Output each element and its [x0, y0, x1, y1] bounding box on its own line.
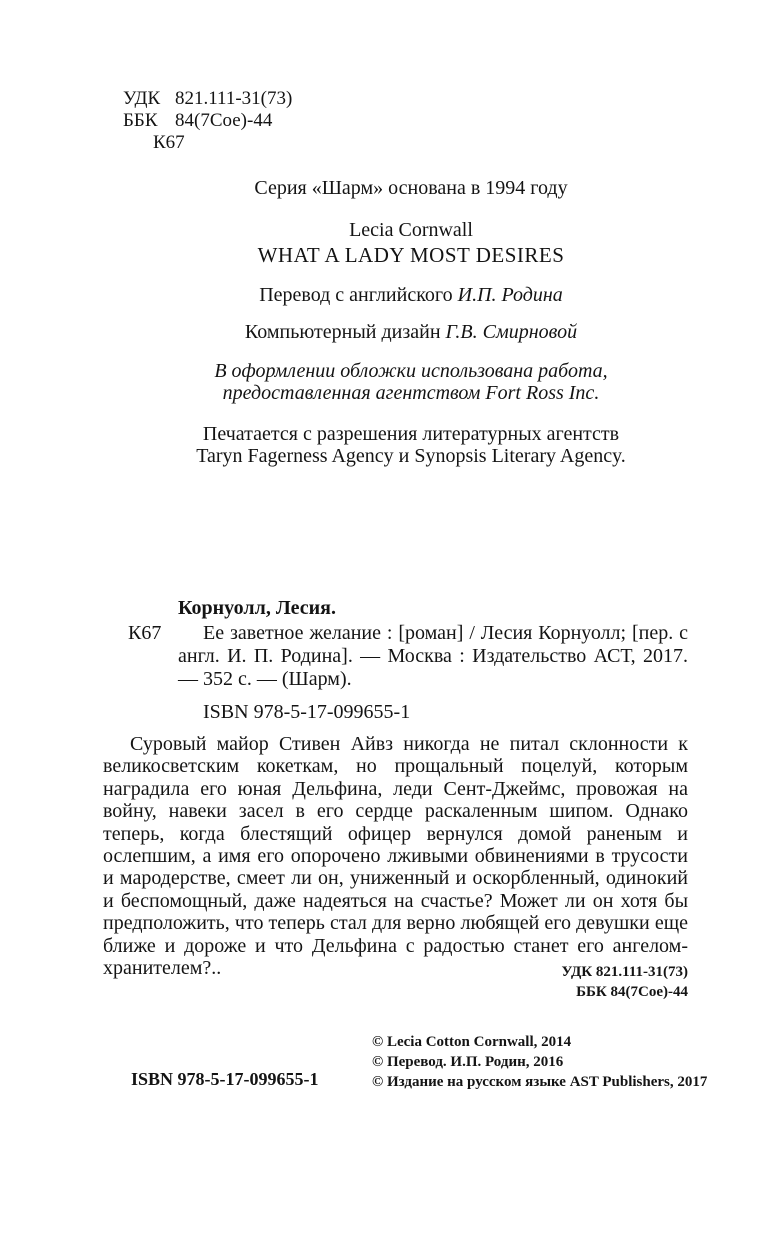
- design-credit: [103, 320, 719, 344]
- designer-name: Г.В. Смирновой: [445, 321, 578, 343]
- translation-credit: [103, 283, 719, 307]
- copyright-list: [372, 1032, 707, 1092]
- bbk-value: 84(7Сое)-44: [175, 110, 273, 131]
- bbk-bottom: ББК 84(7Сое)-44: [576, 984, 688, 1000]
- annotation-paragraph: Суровый майор Стивен Айвз никогда не питал склонности к великосветским кокеткам, но прощальный поцелуй, которым наградила его юная Дельфина, леди Сент-Джеймс, провожая на войну, навеки засел в его сердце раскаленным шипом. Однако теперь, когда блестящий офицер вернулся домой раненым и ослепшим, а имя его опорочено лживыми обвинениями в трусости и мародерстве, смеет ли он, униженный и оскорбленный, одинокий и беспомощный, даже надеяться на счастье? Может ли он хотя бы предположить, что теперь стал для верно любящей его девушки еще ближе и дороже и что Дельфина с радостью станет его ангелом-хранителем?..: [103, 733, 688, 980]
- catalog-codes-top: [123, 88, 292, 154]
- cover-credit-line1: В оформлении обложки использована работа,: [214, 360, 608, 382]
- copyright-line: © Lecia Cotton Cornwall, 2014: [372, 1034, 572, 1050]
- copyright-line: © Перевод. И.П. Родин, 2016: [372, 1054, 564, 1070]
- bbk-label: ББК: [123, 110, 158, 131]
- udk-label: УДК: [123, 88, 161, 109]
- author-code: К67: [153, 132, 185, 153]
- udk-value: 821.111-31(73): [175, 88, 293, 109]
- catalog-codes-bottom: [561, 962, 688, 1002]
- original-author: Lecia Cornwall: [349, 219, 473, 241]
- bbk-row: [123, 110, 292, 132]
- biblio-description-row: [103, 622, 688, 691]
- footer-isbn: ISBN 978-5-17-099655-1: [131, 1069, 319, 1089]
- rights-note-line1: Печатается с разрешения литературных агентств: [202, 423, 620, 445]
- front-matter: [103, 176, 719, 467]
- translation-prefix: Перевод с английского: [259, 284, 453, 306]
- author-code-row: [153, 132, 292, 154]
- udk-bottom: УДК 821.111-31(73): [561, 964, 688, 980]
- translator-name: И.П. Родина: [457, 284, 563, 306]
- rights-note-line2: Taryn Fagerness Agency и Synopsis Literary Agency.: [196, 445, 626, 467]
- biblio-description: Ее заветное желание : [роман] / Лесия Корнуолл; [пер. с англ. И. П. Родина]. — Москва : Издательство АСТ, 2017. — 352 с. — (Шарм).: [178, 622, 688, 690]
- copyright-line: © Издание на русском языке AST Publishers, 2017: [372, 1074, 708, 1090]
- cover-credit: [103, 360, 719, 404]
- original-title: WHAT A LADY MOST DESIRES: [257, 243, 565, 267]
- design-prefix: Компьютерный дизайн: [244, 321, 441, 343]
- biblio-author-code: К67: [128, 622, 162, 644]
- cover-credit-line2: предоставленная агентством Fort Ross Inc.: [222, 382, 600, 404]
- bibliographic-entry: [103, 597, 688, 724]
- series-note: Серия «Шарм» основана в 1994 году: [254, 177, 568, 199]
- biblio-isbn: ISBN 978-5-17-099655-1: [203, 701, 411, 723]
- rights-note: [103, 423, 719, 467]
- biblio-author-heading: Корнуолл, Лесия.: [178, 597, 336, 619]
- udk-row: [123, 88, 292, 110]
